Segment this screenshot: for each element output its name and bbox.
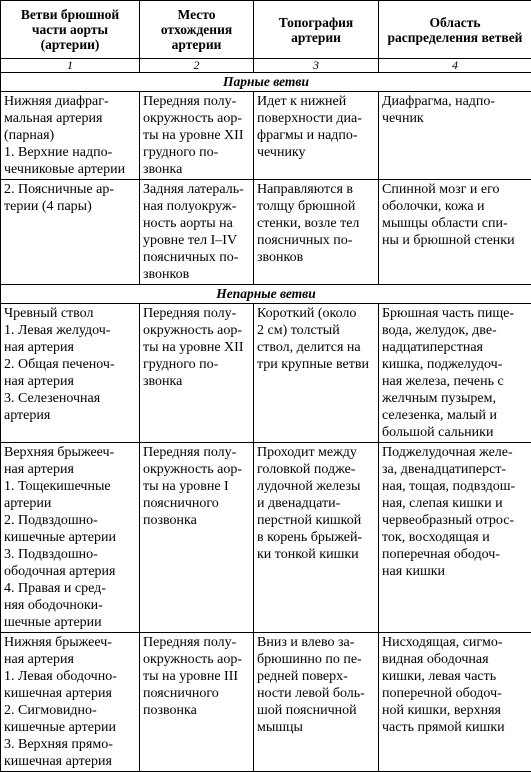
cell-line: Диафрагма, надпо- [382,93,528,110]
cell-line: Нижняя диафраг- [4,93,136,110]
cell-line: 2. Сигмовидно- [4,702,136,719]
cell-line: часть прямой кишки [382,719,528,736]
table-cell [379,633,531,772]
cell-line: поясничных по- [143,249,250,266]
cell-line: перстной кишкой [257,512,375,529]
table-cell [379,304,531,443]
cell-line: головкой подже- [257,461,375,478]
cell-line: ная, тощая, подвздош- [382,478,528,495]
table-cell [379,443,531,633]
cell-line: поясничного [143,495,250,512]
cell-line: червеобразный отрос- [382,512,528,529]
cell-line: мальная артерия [4,110,136,127]
table-row [1,92,531,180]
cell-line: Нисходящая, сигмо- [382,634,528,651]
cell-line: чечнику [257,144,375,161]
cell-line: ная, слепая кишки и [382,495,528,512]
column-header [140,1,254,59]
cell-line: ная артерия [4,373,136,390]
table-cell [379,92,531,180]
cell-line: видная ободочная [382,651,528,668]
cell-line: (парная) [4,127,136,144]
cell-line: распределения ветвей [381,30,529,45]
table-cell [1,443,140,633]
cell-line: артерии [256,30,376,45]
cell-line: ствол, делится на [257,339,375,356]
cell-line: ная железа, печень с [382,373,528,390]
cell-line: поясничных по- [257,232,375,249]
cell-line: шечные артерии [4,614,136,631]
cell-line: брюшинно по пе- [257,651,375,668]
table-cell [1,92,140,180]
cell-line: Идет к нижней [257,93,375,110]
cell-line: толщу брюшной [257,198,375,215]
cell-line: 1. Левая ободочно- [4,668,136,685]
cell-line: 3. Селезеночная [4,390,136,407]
cell-line: Задняя латераль- [143,181,250,198]
cell-line: кишки, левая часть [382,668,528,685]
cell-line: фрагмы и надпо- [257,127,375,144]
cell-line: Передняя полу- [143,634,250,651]
cell-line: позвонка [143,512,250,529]
section-title: Парные ветви [1,73,531,92]
cell-line: поверхности диа- [257,110,375,127]
cell-line: ная кишки [382,563,528,580]
cell-line: Верхняя брыжееч- [4,444,136,461]
section-header-row [1,285,531,304]
table-row [1,443,531,633]
cell-line: желчным пузырем, [382,390,528,407]
cell-line: артерии [4,495,136,512]
table-cell [254,180,379,285]
cell-line: 2 см) толстый [257,322,375,339]
cell-line: Топография [256,15,376,30]
cell-line: ки тонкой кишки [257,546,375,563]
table-cell [254,633,379,772]
table-cell [1,180,140,285]
cell-line: Вниз и влево за- [257,634,375,651]
cell-line: Место [142,7,251,22]
cell-line: уровне тел I–IV [143,232,250,249]
table-cell [379,180,531,285]
cell-line: поперечная ободоч- [382,546,528,563]
cell-line: звонка [143,373,250,390]
table-cell [254,92,379,180]
cell-line: ты на уровне I [143,478,250,495]
cell-line: кишечные артерии [4,529,136,546]
cell-line: Направляются в [257,181,375,198]
cell-line: Чревный ствол [4,305,136,322]
cell-line: Брюшная часть пище- [382,305,528,322]
table-row [1,633,531,772]
table-cell [254,443,379,633]
cell-line: три крупные ветви [257,356,375,373]
cell-line: 2. Поясничные ар- [4,181,136,198]
cell-line: и двенадцати- [257,495,375,512]
table-cell [140,443,254,633]
cell-line: позвонка [143,702,250,719]
cell-line: чечниковые артерии [4,161,136,178]
cell-line: вода, желудок, две- [382,322,528,339]
cell-line: 1. Левая желудоч- [4,322,136,339]
cell-line: ности левой боль- [257,685,375,702]
table-row [1,180,531,285]
table-cell [140,92,254,180]
cell-line: кишка, поджелудоч- [382,356,528,373]
cell-line: артерии [142,37,251,52]
cell-line: ность аорты на [143,215,250,232]
cell-line: поперечной ободоч- [382,685,528,702]
cell-line: ты на уровне XII [143,339,250,356]
section-header-row [1,73,531,92]
cell-line: Передняя полу- [143,444,250,461]
cell-line: 3. Подвздошно- [4,546,136,563]
cell-line: артерия [4,407,136,424]
table-cell [140,180,254,285]
cell-line: терии (4 пары) [4,198,136,215]
cell-line: селезенка, малый и [382,407,528,424]
cell-line: 2. Подвздошно- [4,512,136,529]
cell-line: кишечная артерия [4,685,136,702]
cell-line: Передняя полу- [143,93,250,110]
cell-line: Поджелудочная желе- [382,444,528,461]
column-header [254,1,379,59]
cell-line: Проходит между [257,444,375,461]
cell-line: Спинной мозг и его [382,181,528,198]
cell-line: Короткий (около [257,305,375,322]
cell-line: ны и брюшной стенки [382,232,528,249]
cell-line: звонков [143,266,250,283]
cell-line: части аорты [3,22,137,37]
cell-line: ободочная артерия [4,563,136,580]
table-cell [1,304,140,443]
cell-line: мышцы [257,719,375,736]
cell-line: ток, восходящая и [382,529,528,546]
column-number: 4 [379,59,531,73]
column-header [1,1,140,59]
cell-line: в корень брыжей- [257,529,375,546]
table-cell [140,304,254,443]
cell-line: ты на уровне III [143,668,250,685]
column-number: 1 [1,59,140,73]
cell-line: Передняя полу- [143,305,250,322]
cell-line: ная полуокруж- [143,198,250,215]
table-row [1,304,531,443]
cell-line: окружность аор- [143,651,250,668]
cell-line: звонка [143,161,250,178]
cell-line: 1. Верхние надпо- [4,144,136,161]
cell-line: звонков [257,249,375,266]
cell-line: Ветви брюшной [3,7,137,22]
cell-line: отхождения [142,22,251,37]
cell-line: ная артерия [4,461,136,478]
cell-line: шой поясничной [257,702,375,719]
cell-line: грудного по- [143,144,250,161]
cell-line: окружность аор- [143,110,250,127]
cell-line: оболочки, кожа и [382,198,528,215]
cell-line: ты на уровне XII [143,127,250,144]
cell-line: за, двенадцатиперст- [382,461,528,478]
cell-line: няя ободочноки- [4,597,136,614]
cell-line: ная артерия [4,339,136,356]
column-header [379,1,531,59]
cell-line: 3. Верхняя прямо- [4,736,136,753]
column-number: 2 [140,59,254,73]
table-cell [140,633,254,772]
cell-line: 2. Общая печеноч- [4,356,136,373]
cell-line: 4. Правая и сред- [4,580,136,597]
cell-line: чечник [382,110,528,127]
header-row [1,1,531,59]
cell-line: большой сальники [382,424,528,441]
cell-line: лудочной железы [257,478,375,495]
cell-line: окружность аор- [143,461,250,478]
cell-line: Область [381,15,529,30]
table-cell [1,633,140,772]
cell-line: 1. Тощекишечные [4,478,136,495]
cell-line: мышцы области спи- [382,215,528,232]
cell-line: поясничного [143,685,250,702]
cell-line: (артерии) [3,37,137,52]
cell-line: стенки, возле тел [257,215,375,232]
column-number: 3 [254,59,379,73]
cell-line: кишечные артерии [4,719,136,736]
table-cell [254,304,379,443]
cell-line: Нижняя брыжееч- [4,634,136,651]
section-title: Непарные ветви [1,285,531,304]
cell-line: кишечная артерия [4,753,136,770]
cell-line: окружность аор- [143,322,250,339]
cell-line: редней поверх- [257,668,375,685]
column-number-row [1,59,531,73]
cell-line: ной кишки, верхняя [382,702,528,719]
cell-line: грудного по- [143,356,250,373]
cell-line: надцатиперстная [382,339,528,356]
cell-line: ная артерия [4,651,136,668]
